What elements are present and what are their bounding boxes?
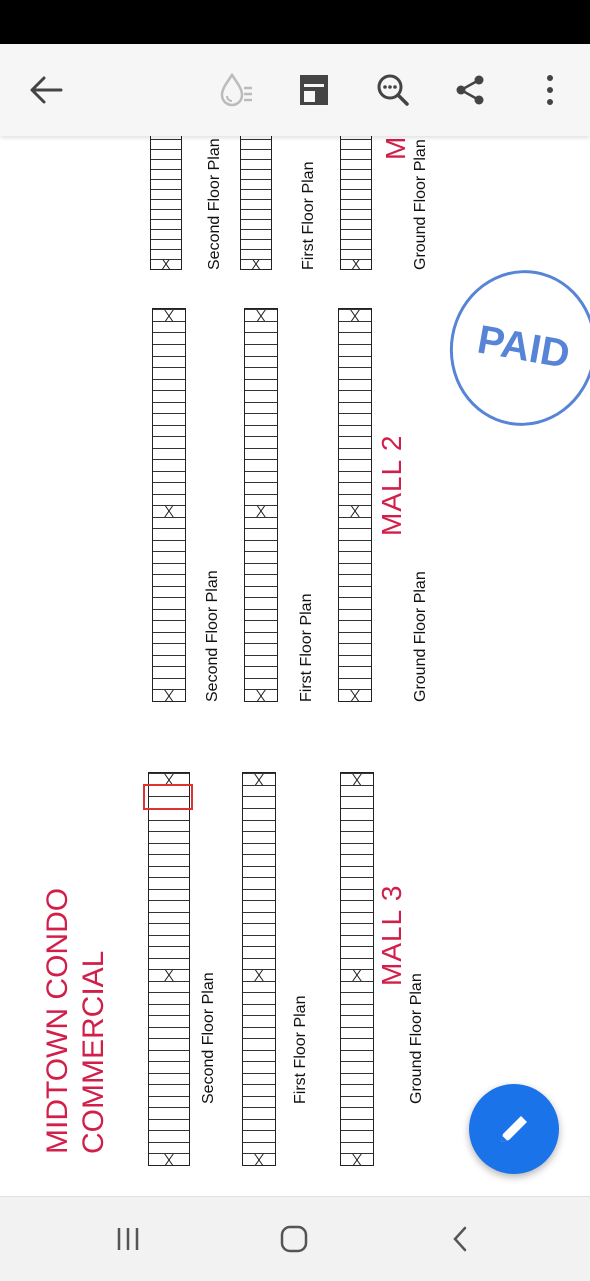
unit-cell: [153, 620, 185, 632]
unit-cell: [151, 219, 181, 229]
home-icon: [279, 1224, 309, 1254]
unit-cell: [241, 169, 271, 179]
unit-cell: [149, 831, 189, 843]
unit-cell: [151, 169, 181, 179]
unit-cell: [151, 189, 181, 199]
unit-cell: [149, 1004, 189, 1016]
unit-cell: [243, 797, 275, 809]
unit-cell: [341, 1119, 373, 1131]
unit-cell: [149, 1015, 189, 1027]
unit-cell: [153, 678, 185, 690]
unit-cell: [153, 344, 185, 356]
unit-cell: [341, 1015, 373, 1027]
unit-cell: [241, 136, 271, 139]
unit-cell: [245, 344, 277, 356]
unit-cell: [241, 159, 271, 169]
recent-apps-icon: [114, 1226, 142, 1252]
unit-cell: [245, 620, 277, 632]
unit-cell: [339, 482, 371, 494]
unit-cell: [245, 597, 277, 609]
unit-cell: [339, 517, 371, 529]
unit-cell: [245, 482, 277, 494]
unit-cell: [339, 620, 371, 632]
unit-cell: [243, 1004, 275, 1016]
unit-cell: [339, 609, 371, 621]
unit-cell: [245, 459, 277, 471]
unit-cell: [243, 1130, 275, 1142]
unit-cell: [245, 390, 277, 402]
unit-cell: [339, 528, 371, 540]
status-bar: [0, 0, 590, 44]
unit-cell: [153, 551, 185, 563]
unit-cell: [341, 1130, 373, 1142]
stair-block: [243, 773, 275, 785]
unit-cell: [243, 866, 275, 878]
recent-apps-button[interactable]: [104, 1217, 152, 1261]
unit-cell: [149, 958, 189, 970]
unit-cell: [243, 1119, 275, 1131]
unit-cell: [151, 136, 181, 139]
top-toolbar: [0, 44, 590, 136]
unit-cell: [243, 1142, 275, 1154]
title-line-2: COMMERCIAL: [77, 950, 110, 1154]
unit-cell: [153, 367, 185, 379]
unit-cell: [341, 219, 371, 229]
system-nav-bar: [0, 1196, 590, 1281]
more-options-button[interactable]: [526, 66, 574, 114]
stair-block: [153, 689, 185, 701]
unit-cell: [149, 854, 189, 866]
unit-cell: [241, 229, 271, 239]
document-title: [40, 888, 112, 1154]
mall-1-ground-floor-label: Ground Floor Plan: [412, 139, 429, 270]
unit-cell: [153, 540, 185, 552]
unit-cell: [245, 586, 277, 598]
unit-cell: [339, 643, 371, 655]
stair-block: [153, 309, 185, 321]
unit-cell: [341, 785, 373, 797]
unit-cell: [339, 333, 371, 345]
unit-cell: [149, 1096, 189, 1108]
stair-block: [149, 969, 189, 981]
unit-cell: [153, 356, 185, 368]
unit-cell: [341, 1096, 373, 1108]
mall-2-title: MALL 2: [376, 434, 407, 536]
unit-cell: [341, 946, 373, 958]
unit-cell: [245, 356, 277, 368]
unit-cell: [243, 1027, 275, 1039]
ink-drop-button[interactable]: [212, 66, 260, 114]
unit-cell: [151, 229, 181, 239]
unit-cell: [243, 1061, 275, 1073]
unit-cell: [243, 935, 275, 947]
unit-cell: [341, 179, 371, 189]
unit-cell: [149, 946, 189, 958]
mall-3-first-floor-label: First Floor Plan: [292, 995, 309, 1104]
unit-cell: [245, 632, 277, 644]
unit-cell: [153, 643, 185, 655]
unit-cell: [153, 482, 185, 494]
stair-block: [241, 259, 271, 269]
unit-cell: [149, 981, 189, 993]
unit-cell: [149, 900, 189, 912]
unit-cell: [341, 1038, 373, 1050]
unit-cell: [341, 843, 373, 855]
unit-cell: [245, 528, 277, 540]
unit-cell: [153, 494, 185, 506]
unit-cell: [339, 632, 371, 644]
unit-cell: [341, 189, 371, 199]
unit-cell: [243, 992, 275, 1004]
unit-cell: [243, 900, 275, 912]
unit-cell: [339, 402, 371, 414]
unit-cell: [149, 1073, 189, 1085]
unit-cell: [149, 1119, 189, 1131]
unit-cell: [243, 912, 275, 924]
unit-cell: [245, 678, 277, 690]
unit-cell: [341, 1050, 373, 1062]
mall-3-ground-floor-label: Ground Floor Plan: [408, 973, 425, 1104]
unit-highlight-box: [143, 784, 193, 810]
mall-3-second-floor-label: Second Floor Plan: [200, 972, 217, 1104]
unit-cell: [153, 402, 185, 414]
mall-1-second-floor-units: [150, 136, 182, 270]
unit-cell: [149, 843, 189, 855]
unit-cell: [149, 923, 189, 935]
unit-cell: [241, 189, 271, 199]
unit-cell: [245, 666, 277, 678]
unit-cell: [241, 139, 271, 149]
stair-block: [149, 1153, 189, 1165]
unit-cell: [153, 528, 185, 540]
unit-cell: [241, 179, 271, 189]
unit-cell: [341, 239, 371, 249]
unit-cell: [245, 609, 277, 621]
unit-cell: [153, 333, 185, 345]
mall-2-second-floor-units: [152, 308, 186, 702]
stair-block: [151, 259, 181, 269]
unit-cell: [339, 597, 371, 609]
unit-cell: [153, 321, 185, 333]
mall-1-title: M: [380, 136, 411, 160]
unit-cell: [341, 877, 373, 889]
unit-cell: [341, 935, 373, 947]
stair-block: [243, 1153, 275, 1165]
unit-cell: [243, 946, 275, 958]
unit-cell: [153, 609, 185, 621]
unit-cell: [149, 1061, 189, 1073]
unit-cell: [243, 923, 275, 935]
unit-cell: [241, 219, 271, 229]
unit-cell: [341, 199, 371, 209]
unit-cell: [245, 655, 277, 667]
mall-3-title: MALL 3: [376, 884, 407, 986]
unit-cell: [341, 1107, 373, 1119]
unit-cell: [149, 866, 189, 878]
zoom-search-icon: [375, 72, 411, 108]
unit-cell: [339, 586, 371, 598]
unit-cell: [151, 209, 181, 219]
stair-block: [153, 505, 185, 517]
unit-cell: [151, 199, 181, 209]
unit-cell: [341, 889, 373, 901]
unit-cell: [153, 390, 185, 402]
unit-cell: [339, 425, 371, 437]
unit-cell: [149, 1130, 189, 1142]
unit-cell: [151, 249, 181, 259]
unit-cell: [153, 436, 185, 448]
unit-cell: [339, 344, 371, 356]
unit-cell: [245, 540, 277, 552]
edit-fab-button[interactable]: [469, 1084, 559, 1174]
unit-cell: [341, 1073, 373, 1085]
unit-cell: [341, 159, 371, 169]
unit-cell: [243, 958, 275, 970]
unit-cell: [241, 239, 271, 249]
unit-cell: [341, 923, 373, 935]
unit-cell: [243, 1038, 275, 1050]
unit-cell: [339, 436, 371, 448]
nav-back-button[interactable]: [436, 1217, 484, 1261]
unit-cell: [149, 1027, 189, 1039]
unit-cell: [149, 877, 189, 889]
unit-cell: [243, 1096, 275, 1108]
arrow-left-icon: [29, 75, 63, 105]
unit-cell: [245, 551, 277, 563]
unit-cell: [245, 574, 277, 586]
layout-icon: [297, 72, 331, 108]
unit-cell: [243, 889, 275, 901]
unit-cell: [339, 666, 371, 678]
unit-cell: [153, 563, 185, 575]
unit-cell: [339, 551, 371, 563]
unit-cell: [341, 1084, 373, 1096]
unit-cell: [245, 402, 277, 414]
stair-block: [341, 259, 371, 269]
unit-cell: [243, 1050, 275, 1062]
mall-1-second-floor-label: Second Floor Plan: [206, 138, 223, 270]
unit-cell: [341, 249, 371, 259]
stair-block: [339, 505, 371, 517]
unit-cell: [339, 678, 371, 690]
unit-cell: [341, 797, 373, 809]
unit-cell: [245, 563, 277, 575]
unit-cell: [341, 854, 373, 866]
unit-cell: [339, 390, 371, 402]
unit-cell: [245, 494, 277, 506]
unit-cell: [243, 808, 275, 820]
unit-cell: [243, 1015, 275, 1027]
unit-cell: [341, 1061, 373, 1073]
unit-cell: [339, 321, 371, 333]
unit-cell: [245, 321, 277, 333]
share-button[interactable]: [446, 66, 494, 114]
unit-cell: [339, 540, 371, 552]
unit-cell: [341, 981, 373, 993]
unit-cell: [245, 333, 277, 345]
stair-block: [341, 773, 373, 785]
unit-cell: [151, 179, 181, 189]
mall-3-second-floor-units: [148, 772, 190, 1166]
unit-cell: [245, 379, 277, 391]
unit-cell: [241, 199, 271, 209]
stair-block: [339, 689, 371, 701]
unit-cell: [341, 139, 371, 149]
unit-cell: [245, 517, 277, 529]
unit-cell: [341, 820, 373, 832]
unit-cell: [245, 367, 277, 379]
unit-cell: [339, 574, 371, 586]
stair-block: [339, 309, 371, 321]
unit-cell: [149, 912, 189, 924]
floor-plan-sheet: [0, 136, 590, 1196]
unit-cell: [341, 958, 373, 970]
unit-cell: [151, 139, 181, 149]
unit-cell: [241, 149, 271, 159]
unit-cell: [149, 1038, 189, 1050]
unit-cell: [153, 448, 185, 460]
unit-cell: [245, 413, 277, 425]
unit-cell: [341, 912, 373, 924]
unit-cell: [339, 494, 371, 506]
mall-2-second-floor-label: Second Floor Plan: [204, 570, 221, 702]
unit-cell: [243, 1107, 275, 1119]
unit-cell: [341, 808, 373, 820]
unit-cell: [341, 1027, 373, 1039]
unit-cell: [339, 459, 371, 471]
stair-block: [245, 505, 277, 517]
unit-cell: [149, 992, 189, 1004]
unit-cell: [339, 655, 371, 667]
unit-cell: [151, 239, 181, 249]
more-vertical-icon: [545, 73, 555, 107]
unit-cell: [243, 831, 275, 843]
back-button[interactable]: [22, 66, 70, 114]
stair-block: [245, 689, 277, 701]
unit-cell: [149, 820, 189, 832]
unit-cell: [153, 425, 185, 437]
paid-stamp: [438, 259, 590, 438]
home-button[interactable]: [270, 1217, 318, 1261]
unit-cell: [245, 425, 277, 437]
unit-cell: [339, 563, 371, 575]
unit-cell: [243, 785, 275, 797]
unit-cell: [341, 209, 371, 219]
mall-2-ground-floor-units: [338, 308, 372, 702]
zoom-search-button[interactable]: [369, 66, 417, 114]
stamp-text: PAID: [473, 317, 573, 378]
unit-cell: [153, 471, 185, 483]
unit-cell: [243, 877, 275, 889]
unit-cell: [153, 655, 185, 667]
unit-cell: [153, 459, 185, 471]
stair-block: [341, 969, 373, 981]
mall-3-ground-floor-units: [340, 772, 374, 1166]
unit-cell: [243, 820, 275, 832]
unit-cell: [339, 448, 371, 460]
mall-2-first-floor-label: First Floor Plan: [298, 593, 315, 702]
stair-block: [243, 969, 275, 981]
document-view[interactable]: [0, 136, 590, 1196]
unit-cell: [341, 149, 371, 159]
unit-cell: [153, 632, 185, 644]
unit-cell: [339, 413, 371, 425]
mall-1-first-floor-units: [240, 136, 272, 270]
unit-cell: [245, 471, 277, 483]
unit-cell: [243, 1084, 275, 1096]
water-drop-list-icon: [216, 70, 256, 110]
unit-cell: [153, 597, 185, 609]
unit-cell: [149, 935, 189, 947]
share-icon: [453, 73, 487, 107]
unit-cell: [245, 448, 277, 460]
unit-cell: [243, 1073, 275, 1085]
unit-cell: [245, 436, 277, 448]
unit-cell: [243, 981, 275, 993]
unit-cell: [339, 367, 371, 379]
unit-cell: [341, 831, 373, 843]
mall-3-first-floor-units: [242, 772, 276, 1166]
unit-cell: [243, 843, 275, 855]
back-chevron-icon: [450, 1225, 470, 1253]
unit-cell: [243, 854, 275, 866]
unit-cell: [149, 889, 189, 901]
unit-cell: [339, 356, 371, 368]
unit-cell: [151, 149, 181, 159]
unit-cell: [341, 1004, 373, 1016]
mall-1-ground-floor-units: [340, 136, 372, 270]
unit-cell: [341, 866, 373, 878]
layout-button[interactable]: [290, 66, 338, 114]
unit-cell: [153, 517, 185, 529]
unit-cell: [339, 471, 371, 483]
mall-2-first-floor-units: [244, 308, 278, 702]
unit-cell: [149, 1107, 189, 1119]
unit-cell: [153, 379, 185, 391]
unit-cell: [341, 169, 371, 179]
unit-cell: [153, 666, 185, 678]
unit-cell: [149, 1084, 189, 1096]
unit-cell: [151, 159, 181, 169]
unit-cell: [153, 413, 185, 425]
unit-cell: [241, 249, 271, 259]
unit-cell: [241, 209, 271, 219]
unit-cell: [245, 643, 277, 655]
stair-block: [245, 309, 277, 321]
stair-block: [341, 1153, 373, 1165]
unit-cell: [339, 379, 371, 391]
mall-1-first-floor-label: First Floor Plan: [300, 161, 317, 270]
unit-cell: [341, 992, 373, 1004]
title-line-1: MIDTOWN CONDO: [41, 887, 74, 1154]
mall-2-ground-floor-label: Ground Floor Plan: [412, 571, 429, 702]
unit-cell: [153, 574, 185, 586]
unit-cell: [341, 136, 371, 139]
unit-cell: [341, 900, 373, 912]
unit-cell: [149, 1050, 189, 1062]
unit-cell: [149, 1142, 189, 1154]
unit-cell: [341, 229, 371, 239]
pencil-edit-icon: [495, 1110, 533, 1148]
unit-cell: [341, 1142, 373, 1154]
unit-cell: [153, 586, 185, 598]
